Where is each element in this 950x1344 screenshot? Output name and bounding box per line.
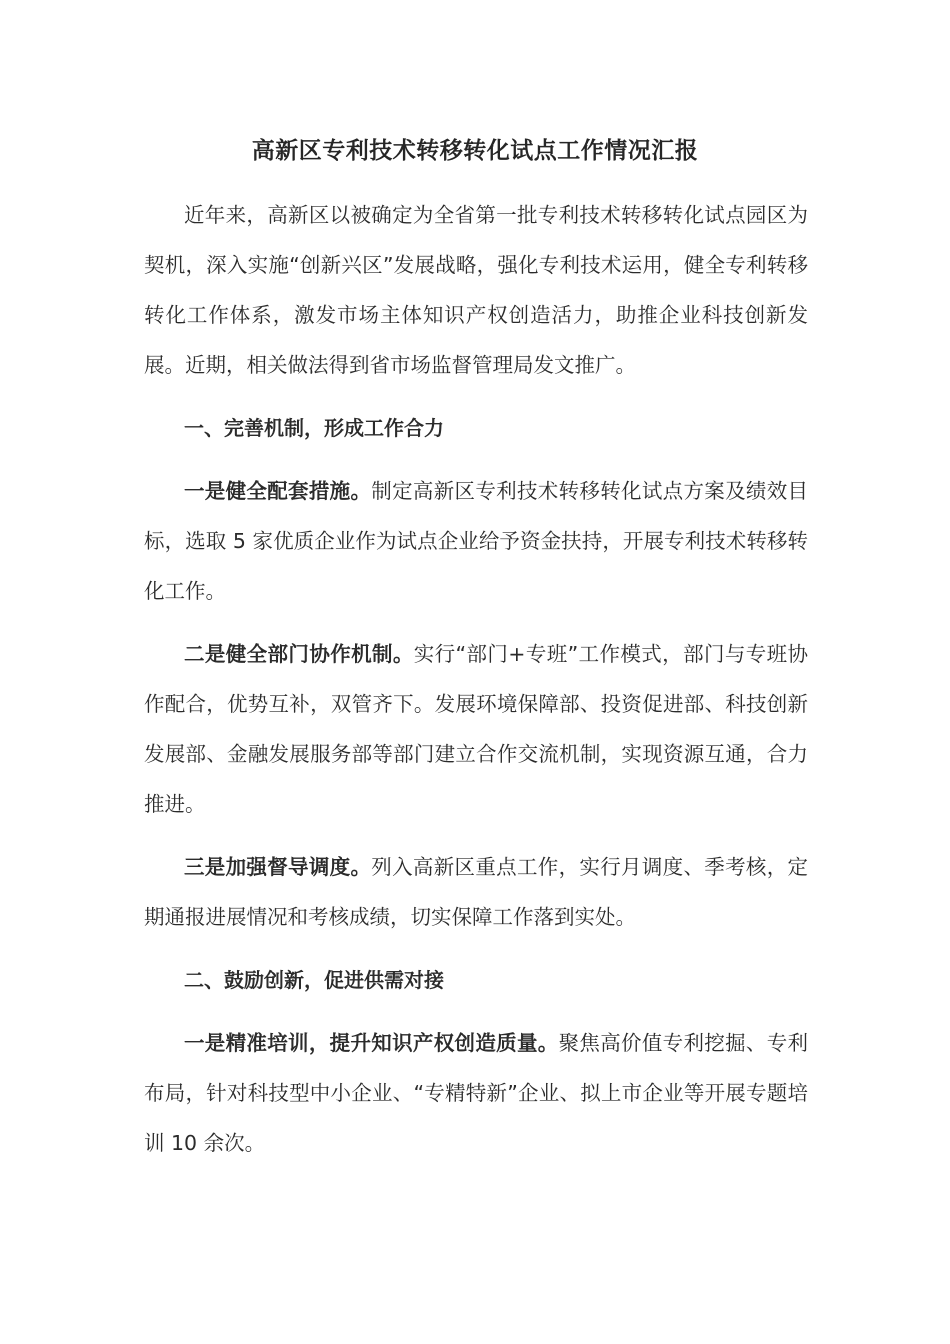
document-title: 高新区专利技术转移转化试点工作情况汇报 — [251, 138, 699, 164]
item-lead: 三是加强督导调度。 — [184, 855, 372, 879]
document-body — [144, 190, 808, 1168]
item-text: 制定高新区专利技术转移转化试点方案及绩效目标，选取 5 家优质企业作为试点企业给予资金扶持，开展专利技术转移转化工作。 — [144, 479, 809, 603]
section1-item-2 — [144, 629, 808, 829]
item-lead: 二是健全部门协作机制。 — [184, 642, 414, 666]
section-heading-1: 一、完善机制，形成工作合力 — [184, 416, 444, 440]
intro-paragraph: 近年来，高新区以被确定为全省第一批专利技术转移转化试点园区为契机，深入实施“创新兴区”发展战略，强化专利技术运用，健全专利转移转化工作体系，激发市场主体知识产权创造活力，助推企业科技创新发展。近期，相关做法得到省市场监督管理局发文推广。 — [144, 203, 808, 377]
item-lead: 一是精准培训，提升知识产权创造质量。 — [184, 1031, 559, 1055]
section-heading-2: 二、鼓励创新，促进供需对接 — [184, 968, 444, 992]
item-text: 列入高新区重点工作，实行月调度、季考核，定期通报进展情况和考核成绩，切实保障工作落到实处。 — [144, 855, 809, 929]
section1-item-1 — [144, 466, 808, 616]
item-text: 聚焦高价值专利挖掘、专利布局，针对科技型中小企业、“专精特新”企业、拟上市企业等开展专题培训 10 余次。 — [144, 1031, 809, 1155]
item-text: 实行“部门+专班”工作模式，部门与专班协作配合，优势互补，双管齐下。发展环境保障部、投资促进部、科技创新发展部、金融发展服务部等部门建立合作交流机制，实现资源互通，合力推进。 — [144, 642, 808, 816]
section2-item-1 — [144, 1018, 808, 1168]
section1-item-3 — [144, 842, 808, 942]
item-lead: 一是健全配套措施。 — [184, 479, 372, 503]
